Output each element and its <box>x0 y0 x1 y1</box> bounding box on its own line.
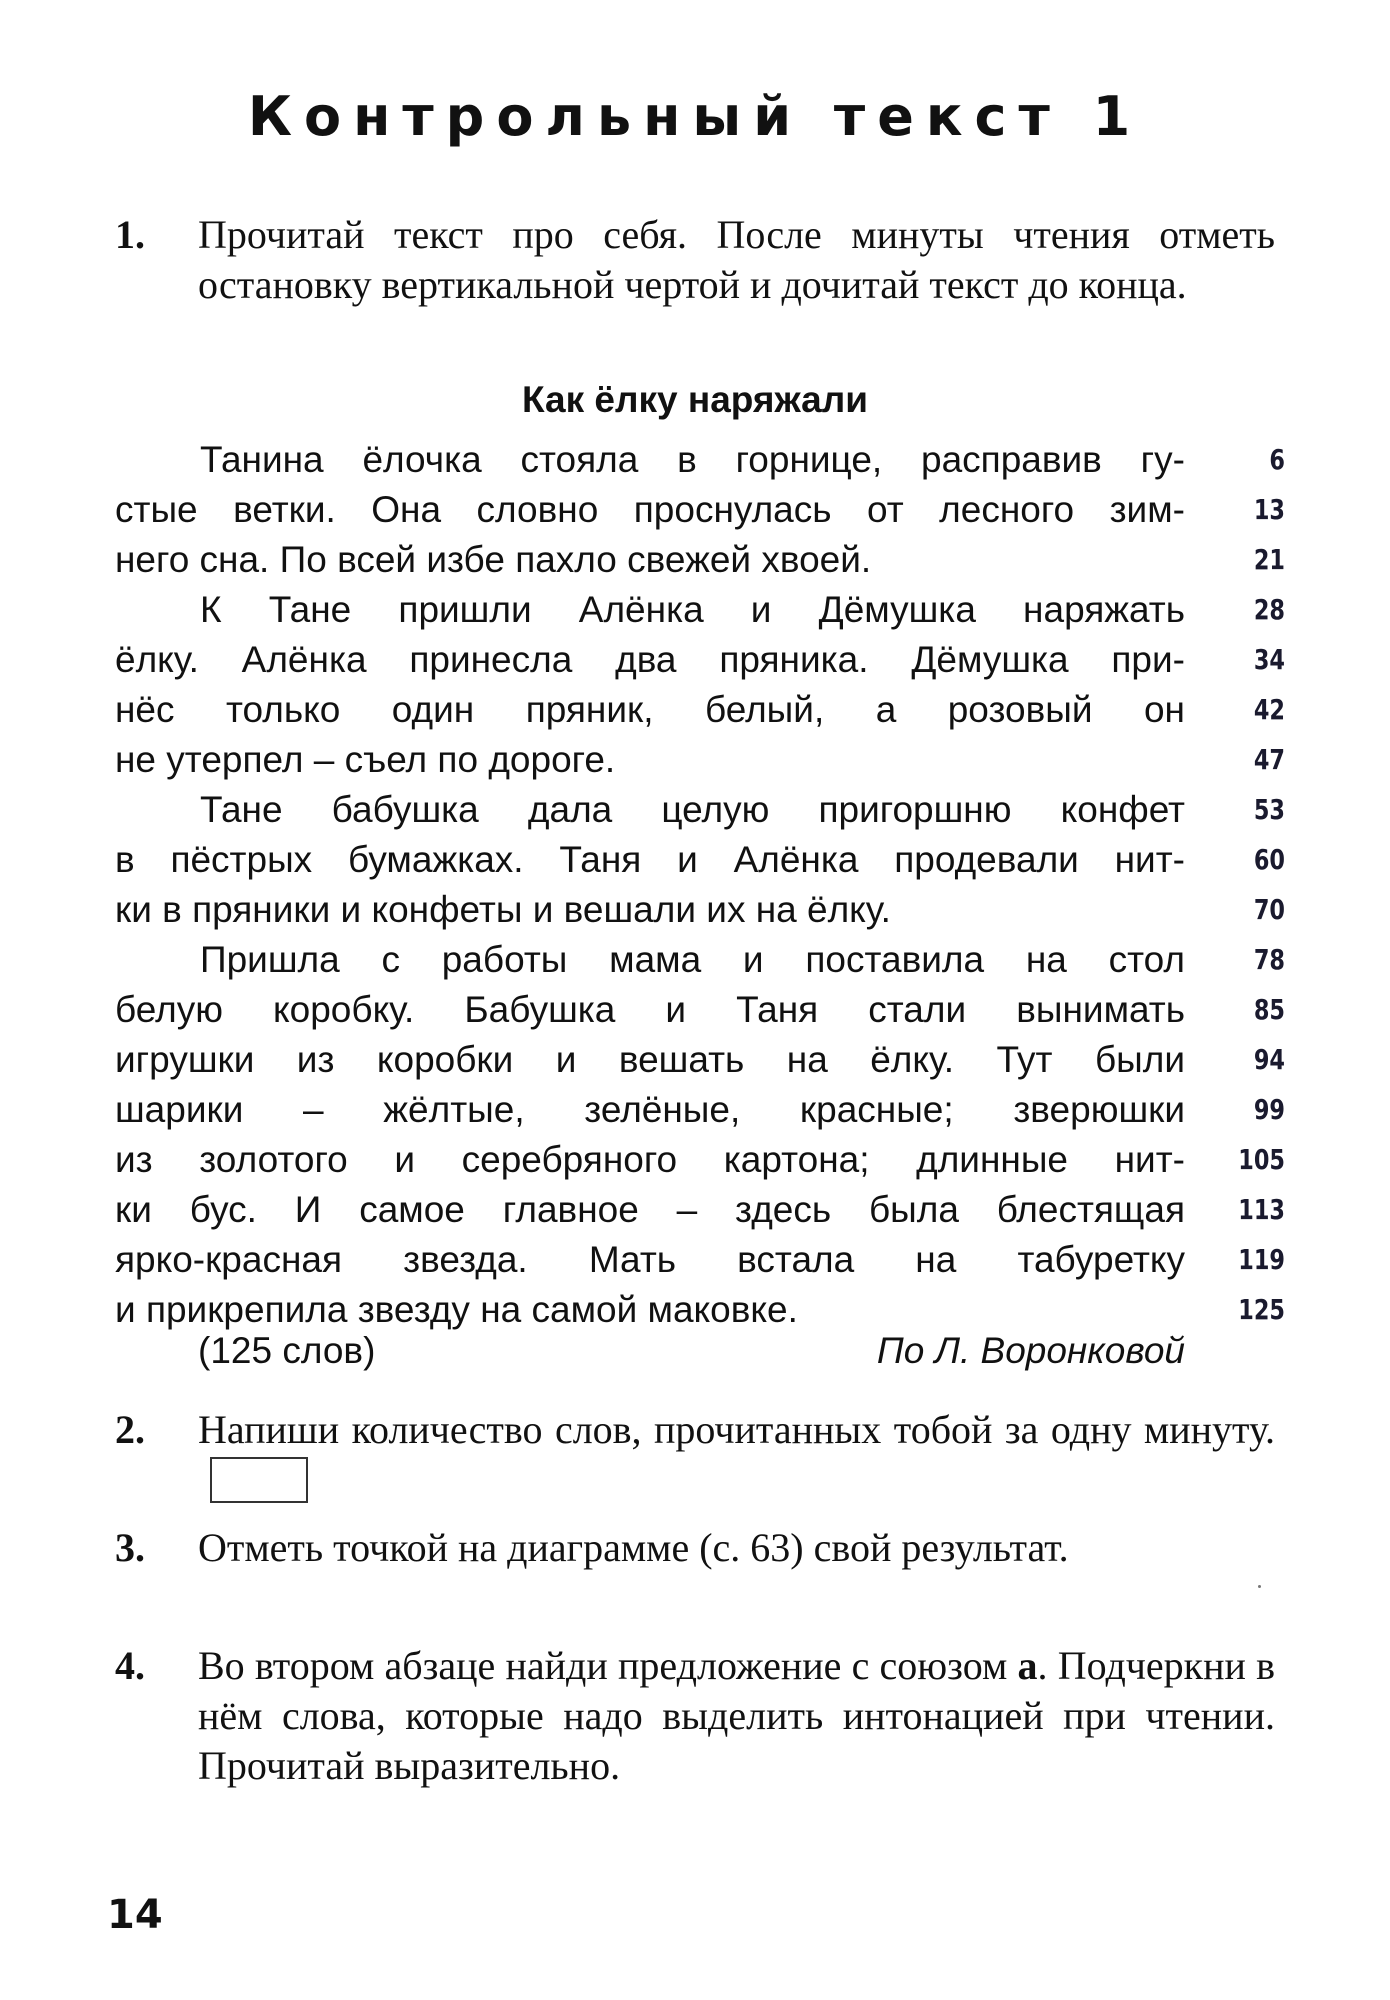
task-4 <box>115 1641 1275 1791</box>
task-2-text: Напиши количество слов, прочитанных тобой за одну минуту. <box>198 1407 1275 1452</box>
story-title: Как ёлку наряжали <box>521 379 868 420</box>
task-4-paragraph <box>198 1641 1275 1791</box>
story-line: К Тане пришли Алёнка и Дёмушка наряжать <box>200 589 1185 630</box>
line-word-count: 6 <box>1269 443 1285 476</box>
story-footer <box>198 1326 1185 1376</box>
story-line: стые ветки. Она словно проснулась от лесного зим- <box>115 489 1185 530</box>
line-word-count: 78 <box>1253 943 1285 976</box>
story-line: белую коробку. Бабушка и Таня стали вынимать <box>115 989 1185 1030</box>
scan-speck <box>1258 1585 1261 1588</box>
line-word-count: 28 <box>1253 593 1285 626</box>
story-line: и прикрепила звезду на самой маковке. <box>115 1289 798 1330</box>
story-line: Танина ёлочка стояла в горнице, расправив гу- <box>200 439 1185 480</box>
line-word-count: 53 <box>1253 793 1285 826</box>
story-line: ки бус. И самое главное – здесь была блестящая <box>115 1189 1185 1230</box>
task-1-text: Прочитай текст про себя. После минуты чтения отметь остановку вертикальной чертой и дочитай текст до конца. <box>198 212 1275 307</box>
line-word-count: 119 <box>1238 1243 1285 1276</box>
task-3-text: Отметь точкой на диаграмме (с. 63) свой результат. <box>198 1525 1069 1570</box>
line-word-count: 21 <box>1253 543 1285 576</box>
task-1 <box>115 210 1275 310</box>
line-word-count: 125 <box>1238 1293 1285 1326</box>
line-word-count: 47 <box>1253 743 1285 776</box>
task-4-number: 4. <box>115 1643 145 1688</box>
task-2 <box>115 1405 1275 1505</box>
line-word-count: 99 <box>1253 1093 1285 1126</box>
line-word-count: 94 <box>1253 1043 1285 1076</box>
task-4-text-end: . Подчеркни в нём слова, которые надо выделить интонацией при чтении. Прочитай выразительно. <box>198 1643 1276 1788</box>
word-count-column <box>1215 435 1285 1335</box>
story-line: в пёстрых бумажках. Таня и Алёнка продевали нит- <box>115 839 1185 880</box>
story-line: не утерпел – съел по дороге. <box>115 739 616 780</box>
page-number: 14 <box>107 1892 163 1938</box>
line-word-count: 42 <box>1253 693 1285 726</box>
story-line: нёс только один пряник, белый, а розовый он <box>115 689 1185 730</box>
line-word-count: 105 <box>1238 1143 1285 1176</box>
story-line: него сна. По всей избе пахло свежей хвоей. <box>115 539 872 580</box>
answer-box[interactable] <box>210 1457 308 1503</box>
task-2-number: 2. <box>115 1407 145 1452</box>
task-1-number: 1. <box>115 212 145 257</box>
page-title: Контрольный текст 1 <box>247 85 1143 148</box>
task-3 <box>115 1523 1275 1573</box>
task-4-text-start: Во втором абзаце найди предложение с союзом <box>198 1643 1018 1688</box>
line-word-count: 13 <box>1253 493 1285 526</box>
line-word-count: 34 <box>1253 643 1285 676</box>
story-line: Тане бабушка дала целую пригоршню конфет <box>200 789 1185 830</box>
story-text <box>115 435 1185 1335</box>
story-line: игрушки из коробки и вешать на ёлку. Тут были <box>115 1039 1185 1080</box>
total-word-count: (125 слов) <box>198 1330 376 1371</box>
story-line: ёлку. Алёнка принесла два пряника. Дёмушка при- <box>115 639 1185 680</box>
line-word-count: 60 <box>1253 843 1285 876</box>
task-4-conjunction: а <box>1017 1643 1038 1688</box>
story-source: По Л. Воронковой <box>876 1330 1185 1371</box>
line-word-count: 70 <box>1253 893 1285 926</box>
story-line: ярко-красная звезда. Мать встала на табуретку <box>115 1239 1185 1280</box>
task-3-number: 3. <box>115 1525 145 1570</box>
task-2-paragraph <box>198 1405 1275 1505</box>
story-line: из золотого и серебряного картона; длинные нит- <box>115 1139 1185 1180</box>
line-word-count: 85 <box>1253 993 1285 1026</box>
line-word-count: 113 <box>1238 1193 1285 1226</box>
story-line: Пришла с работы мама и поставила на стол <box>200 939 1185 980</box>
story-line: ки в пряники и конфеты и вешали их на ёлку. <box>115 889 891 930</box>
story-line: шарики – жёлтые, зелёные, красные; зверюшки <box>115 1089 1185 1130</box>
